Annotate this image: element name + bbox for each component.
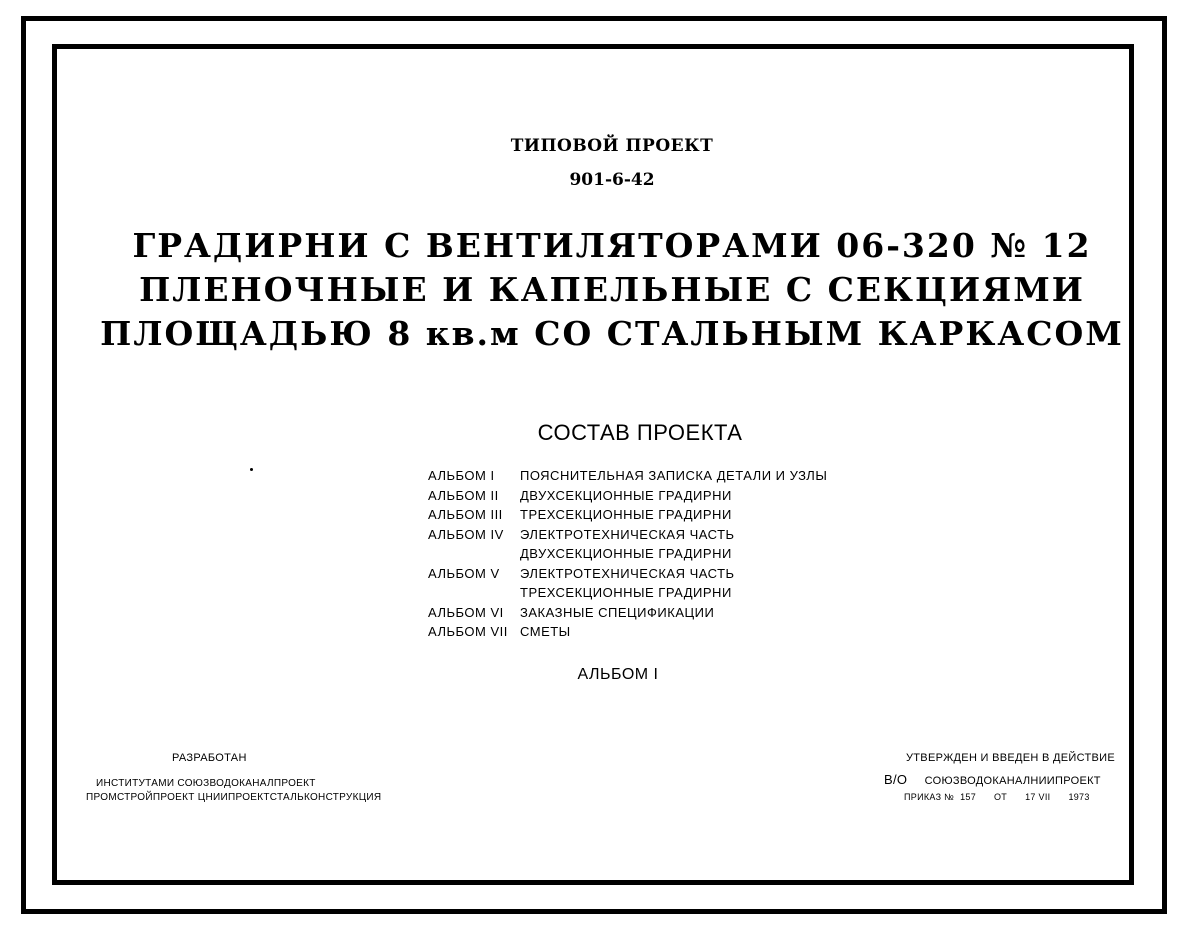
title-line-2: ПЛЕНОЧНЫЕ И КАПЕЛЬНЫЕ С СЕКЦИЯМИ (139, 270, 1085, 309)
approval-prefix: В/О (884, 772, 908, 787)
album-label: АЛЬБОМ V (428, 565, 500, 581)
album-row-7 (428, 622, 827, 642)
developer-line-2: ПРОМСТРОЙПРОЕКТ ЦНИИПРОЕКТСТАЛЬКОНСТРУКЦИЯ (86, 792, 382, 803)
album-label: АЛЬБОМ VII (428, 624, 508, 639)
approval-order (904, 792, 1090, 802)
developer-orgs (86, 777, 381, 805)
title-line-1: ГРАДИРНИ С ВЕНТИЛЯТОРАМИ 06-320 № 12 (132, 226, 1092, 265)
album-list (428, 466, 827, 642)
composition-heading: СОСТАВ ПРОЕКТА (537, 420, 743, 445)
order-from-label: ОТ (994, 792, 1008, 802)
album-row-5 (428, 564, 827, 584)
order-date: 17 VII (1025, 792, 1051, 802)
album-label: АЛЬБОМ IV (428, 526, 504, 542)
project-type-label: ТИПОВОЙ ПРОЕКТ (510, 136, 714, 156)
order-number: 157 (960, 792, 976, 802)
approval-org-name: СОЮЗВОДОКАНАЛНИИПРОЕКТ (924, 775, 1101, 787)
album-text: ЭЛЕКТРОТЕХНИЧЕСКАЯ ЧАСТЬ (520, 526, 735, 542)
approval-org (884, 772, 1101, 787)
album-row-4 (428, 525, 827, 545)
developer-line-1: ИНСТИТУТАМИ СОЮЗВОДОКАНАЛПРОЕКТ (96, 778, 316, 789)
album-label: АЛЬБОМ III (428, 507, 503, 522)
album-row-6 (428, 603, 827, 623)
album-label: АЛЬБОМ II (428, 487, 499, 503)
album-row-1 (428, 466, 827, 486)
title-line-3: ПЛОЩАДЬЮ 8 кв.м СО СТАЛЬНЫМ КАРКАСОМ (100, 314, 1124, 353)
album-label: АЛЬБОМ VI (428, 604, 504, 620)
stray-dot (250, 468, 253, 471)
order-year: 1973 (1068, 792, 1090, 802)
approval-title: УТВЕРЖДЕН И ВВЕДЕН В ДЕЙСТВИЕ (906, 752, 1115, 764)
album-text: ЗАКАЗНЫЕ СПЕЦИФИКАЦИИ (520, 604, 715, 620)
album-label: АЛЬБОМ I (428, 468, 495, 483)
current-album: АЛЬБОМ I (577, 666, 659, 683)
developer-title: РАЗРАБОТАН (172, 752, 247, 764)
album-text: ЭЛЕКТРОТЕХНИЧЕСКАЯ ЧАСТЬ (520, 565, 735, 581)
project-number: 901-6-42 (569, 170, 655, 190)
album-text-continuation: ДВУХСЕКЦИОННЫЕ ГРАДИРНИ (520, 546, 732, 561)
album-text: ПОЯСНИТЕЛЬНАЯ ЗАПИСКА ДЕТАЛИ И УЗЛЫ (520, 468, 828, 483)
order-label: ПРИКАЗ № (904, 792, 955, 802)
album-row-3 (428, 505, 827, 525)
album-row-2 (428, 486, 827, 506)
album-text: ДВУХСЕКЦИОННЫЕ ГРАДИРНИ (520, 487, 732, 503)
album-text: ТРЕХСЕКЦИОННЫЕ ГРАДИРНИ (520, 507, 732, 522)
album-text-continuation: ТРЕХСЕКЦИОННЫЕ ГРАДИРНИ (520, 585, 732, 600)
album-text: СМЕТЫ (520, 624, 571, 639)
